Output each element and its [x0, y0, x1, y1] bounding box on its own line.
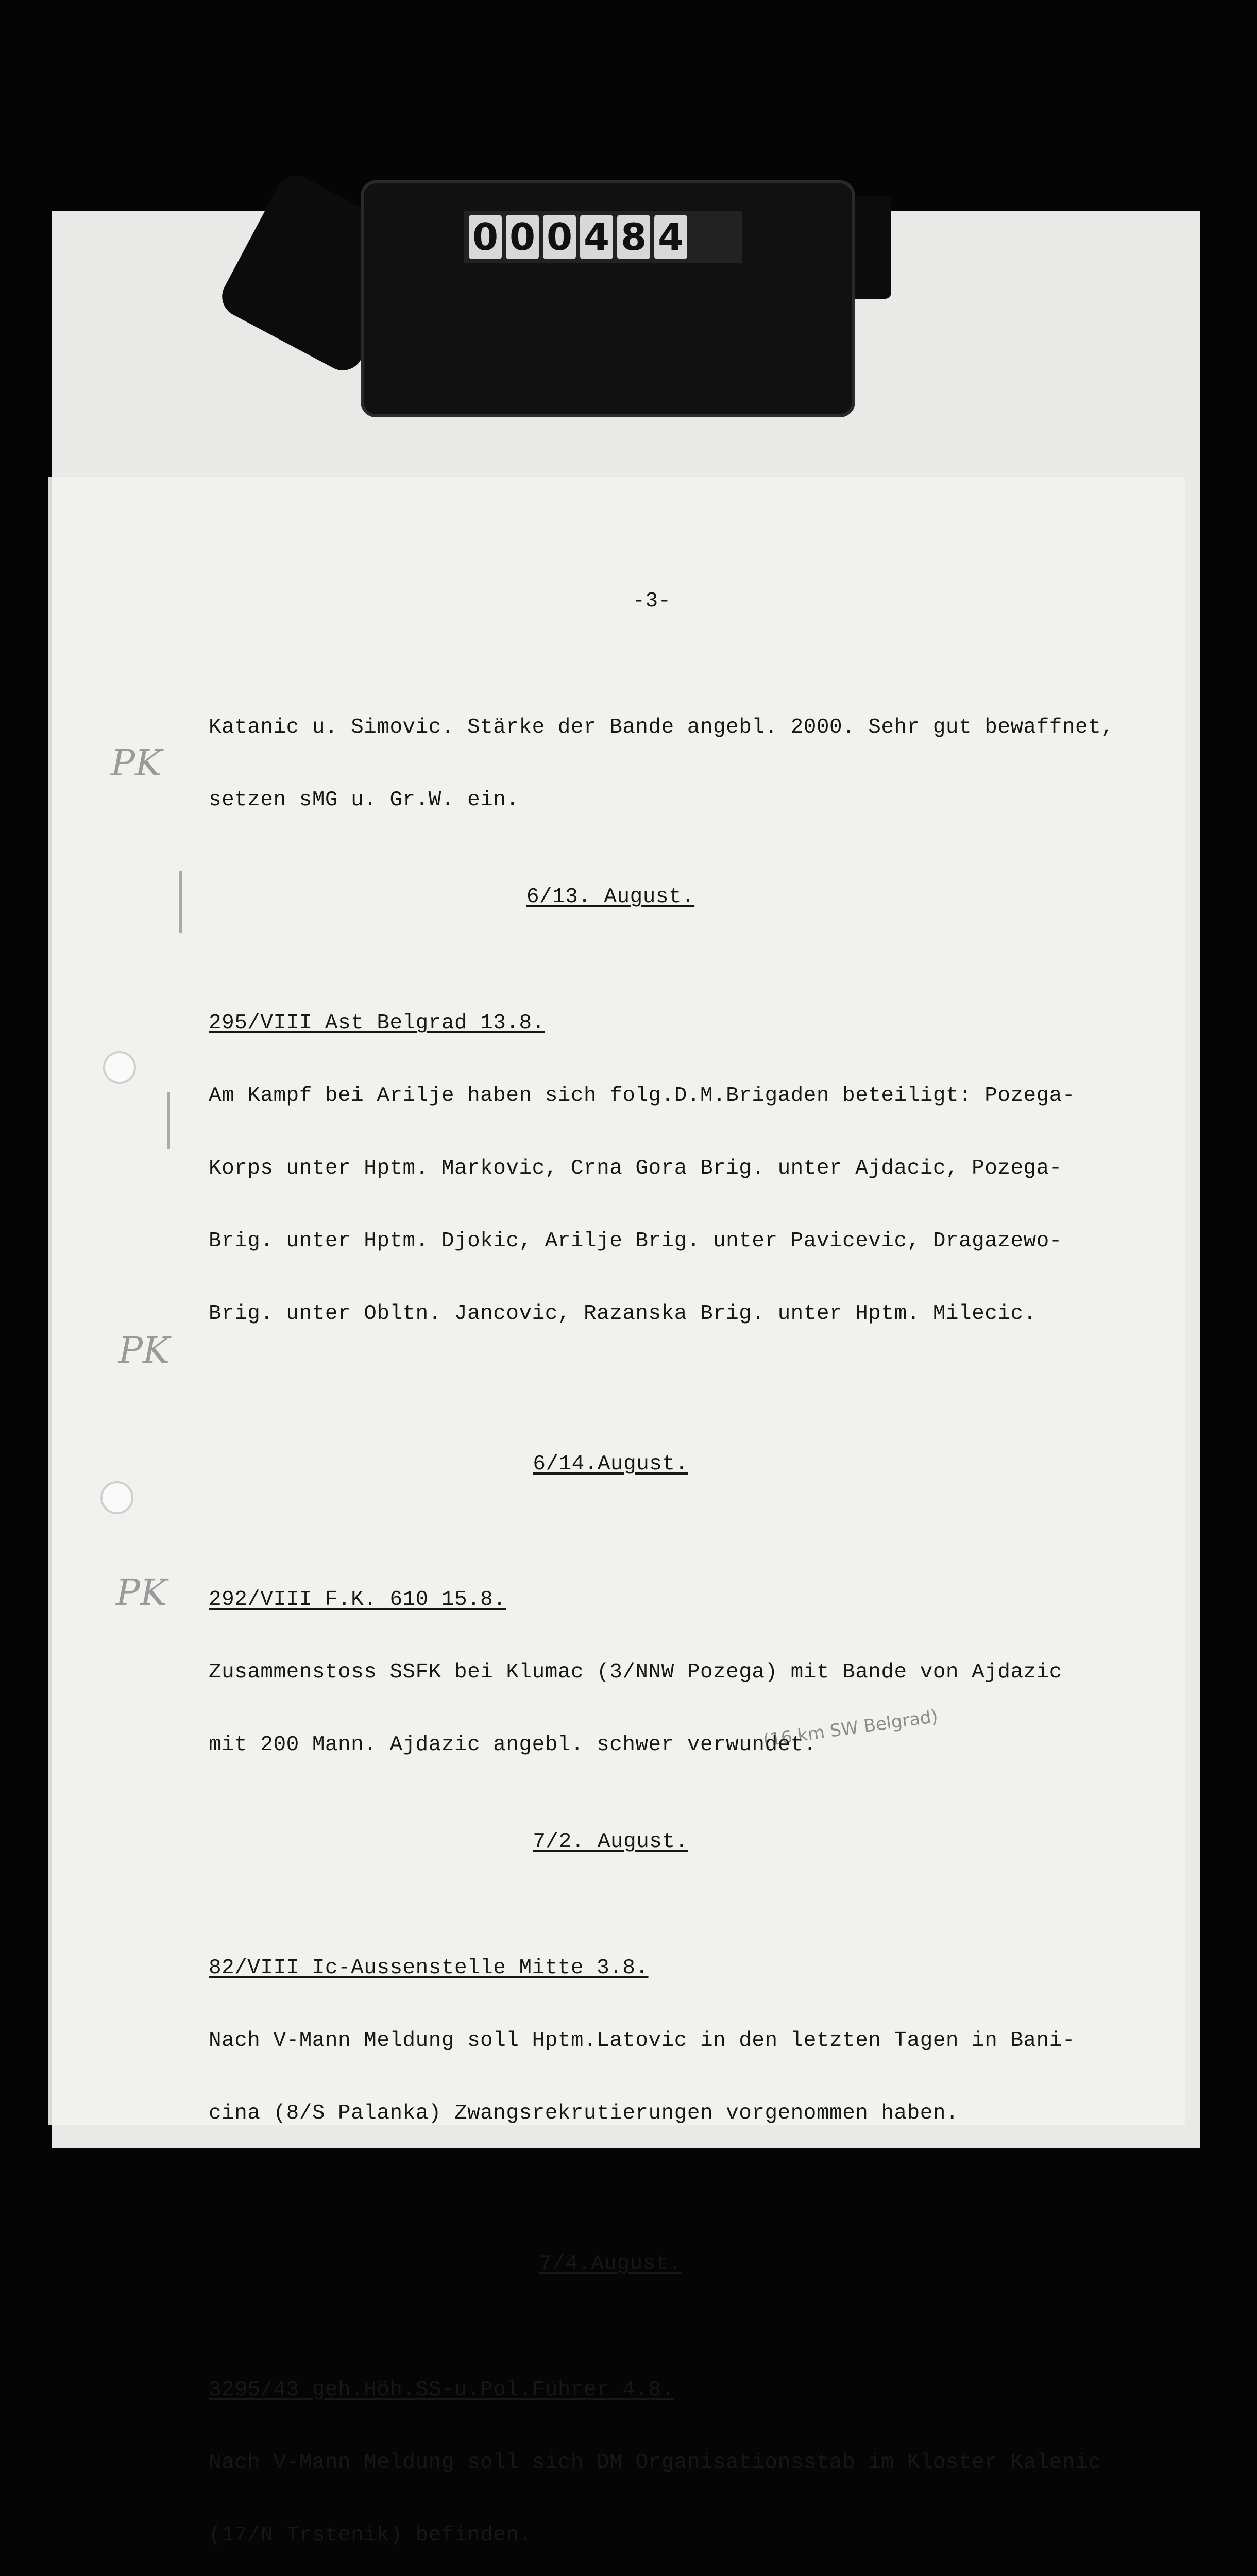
text-line: mit 200 Mann. Ajdazic angebl. schwer verwundet. — [209, 1733, 817, 1757]
text-line: cina (8/S Palanka) Zwangsrekrutierungen vorgenommen haben. — [209, 2102, 959, 2125]
pencil-margin-line — [167, 1092, 170, 1149]
section-date: 7/4.August. — [539, 2252, 682, 2276]
text-line: Zusammenstoss SSFK bei Klumac (3/NNW Pozega) mit Bande von Ajdazic — [209, 1660, 1062, 1684]
margin-mark-pk: PK — [116, 1571, 167, 1614]
text-line: Am Kampf bei Arilje haben sich folg.D.M.Brigaden beteiligt: Pozega- — [209, 1084, 1075, 1108]
text-line: Brig. unter Obltn. Jancovic, Razanska Brig. unter Hptm. Milecic. — [209, 1302, 1037, 1326]
text-line: Brig. unter Hptm. Djokic, Arilje Brig. unter Pavicevic, Dragazewo- — [209, 1229, 1062, 1253]
pencil-margin-line — [179, 871, 182, 933]
counter-digit: 0 — [543, 215, 576, 259]
frame-counter-display — [464, 211, 742, 263]
margin-mark-pk: PK — [118, 1329, 170, 1371]
counter-digit: 4 — [654, 215, 687, 259]
text-line: Nach V-Mann Meldung soll sich DM Organisationsstab im Kloster Kalenic — [209, 2451, 1101, 2475]
section-reference: 292/VIII F.K. 610 15.8. — [209, 1588, 506, 1612]
counter-digit: 0 — [506, 215, 539, 259]
punch-hole — [103, 1051, 136, 1084]
section-date: 7/2. August. — [533, 1830, 688, 1854]
counter-digit: 4 — [580, 215, 613, 259]
text-line: Nach V-Mann Meldung soll Hptm.Latovic in den letzten Tagen in Bani- — [209, 2029, 1075, 2053]
section-date: 6/13. August. — [526, 885, 695, 909]
page-number: -3- — [632, 589, 671, 613]
punch-hole — [100, 1481, 133, 1514]
text-line: Korps unter Hptm. Markovic, Crna Gora Brig. unter Ajdacic, Pozega- — [209, 1157, 1062, 1180]
counter-digit: 0 — [469, 215, 502, 259]
section-date: 6/14.August. — [533, 1452, 688, 1476]
section-reference: 295/VIII Ast Belgrad 13.8. — [209, 1011, 545, 1035]
section-reference: 3295/43 geh.Höh.SS-u.Pol.Führer 4.8. — [209, 2378, 674, 2402]
text-line: setzen sMG u. Gr.W. ein. — [209, 788, 519, 812]
margin-mark-pk: PK — [111, 742, 162, 784]
counter-digit: 8 — [617, 215, 650, 259]
text-line: (17/N Trstenik) befinden. — [209, 2523, 532, 2547]
section-reference: 82/VIII Ic-Aussenstelle Mitte 3.8. — [209, 1956, 649, 1980]
text-line: Katanic u. Simovic. Stärke der Bande angebl. 2000. Sehr gut bewaffnet, — [209, 716, 1114, 739]
pencil-annotation: (16 km SW Belgrad) — [761, 1706, 940, 1751]
document-body — [209, 541, 1187, 2576]
